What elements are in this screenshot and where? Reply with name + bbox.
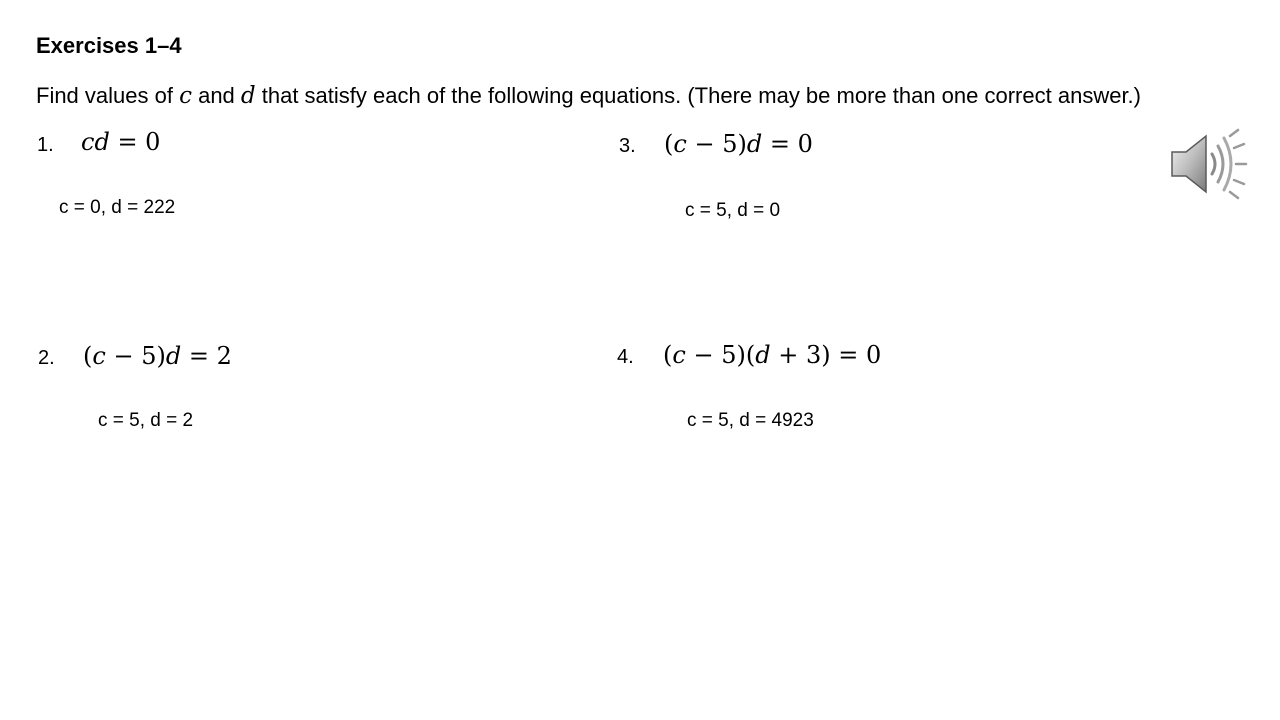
instructions-text-2: and: [191, 83, 241, 108]
exercise-2-eq-part: d: [165, 342, 182, 370]
exercise-2-eq-part: − 5): [105, 342, 166, 370]
page-title: Exercises 1–4: [36, 33, 182, 58]
exercise-1-number: 1.: [37, 134, 54, 156]
exercise-3-eq-part: c: [673, 130, 687, 158]
exercise-4-equation: [663, 341, 881, 369]
exercise-1-eq-part: = 0: [109, 128, 161, 156]
exercise-3-answer: c = 5, d = 0: [685, 200, 781, 221]
exercise-2-eq-part: c: [92, 342, 106, 370]
exercise-2-eq-part: = 2: [181, 342, 232, 370]
exercise-3-eq-part: d: [746, 130, 763, 158]
exercise-3-equation: [664, 130, 813, 158]
speaker-icon-graphic: [1166, 128, 1248, 200]
exercise-3-eq-part: − 5): [686, 130, 747, 158]
exercise-4-eq-part: − 5)(: [685, 341, 756, 369]
exercise-4-eq-part: (: [663, 341, 673, 369]
exercise-2-eq-part: (: [83, 342, 93, 370]
variable-d: d: [240, 83, 256, 109]
exercise-1-equation: [81, 128, 160, 156]
exercise-4-eq-part: c: [672, 341, 686, 369]
exercise-4-eq-part: + 3) = 0: [770, 341, 882, 369]
exercise-2-equation: [83, 342, 232, 370]
exercise-1-answer: c = 0, d = 222: [59, 197, 176, 218]
exercise-2-number: 2.: [38, 347, 55, 369]
exercise-2-answer: c = 5, d = 2: [98, 410, 194, 431]
instructions-text-1: Find values of: [36, 83, 180, 108]
exercise-4-answer: c = 5, d = 4923: [687, 410, 814, 431]
instructions-text-3: that satisfy each of the following equations. (There may be more than one correct answer.): [255, 83, 1141, 108]
exercise-3-eq-part: = 0: [762, 130, 813, 158]
exercise-3-number: 3.: [619, 135, 636, 157]
exercise-3-eq-part: (: [664, 130, 674, 158]
instructions: [36, 83, 1141, 109]
variable-c: c: [179, 83, 192, 109]
exercise-4-number: 4.: [617, 346, 634, 368]
speaker-icon[interactable]: [1166, 128, 1248, 200]
exercise-4-eq-part: d: [755, 341, 771, 369]
exercise-1-eq-part: cd: [81, 128, 110, 156]
